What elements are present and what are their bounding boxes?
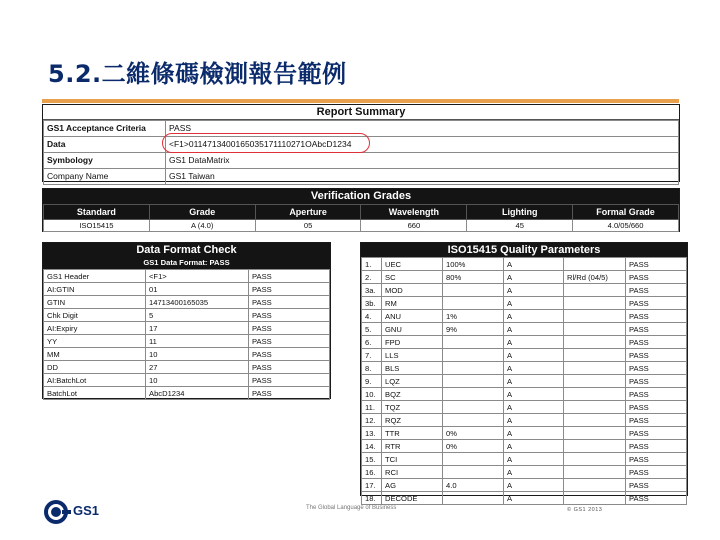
data-highlight-circle xyxy=(162,133,370,153)
data-format-table xyxy=(43,269,330,400)
format-row xyxy=(44,270,330,283)
quality-cell: PASS xyxy=(626,440,687,453)
quality-cell: PASS xyxy=(626,414,687,427)
quality-row xyxy=(362,310,687,323)
quality-cell: MOD xyxy=(382,284,443,297)
quality-parameters-panel xyxy=(360,242,688,503)
quality-cell: A xyxy=(504,310,564,323)
format-cell: GS1 Header xyxy=(44,270,146,283)
quality-cell: LLS xyxy=(382,349,443,362)
format-cell: GTIN xyxy=(44,296,146,309)
quality-cell: A xyxy=(504,349,564,362)
quality-row xyxy=(362,440,687,453)
quality-cell xyxy=(443,388,504,401)
data-format-subheading: GS1 Data Format: PASS xyxy=(43,257,330,269)
grades-column-header: Wavelength xyxy=(361,205,467,220)
quality-cell xyxy=(443,466,504,479)
quality-cell: AG xyxy=(382,479,443,492)
quality-cell: A xyxy=(504,453,564,466)
quality-cell: A xyxy=(504,427,564,440)
format-row xyxy=(44,283,330,296)
grades-cell: 45 xyxy=(467,220,573,232)
format-row xyxy=(44,296,330,309)
quality-cell: A xyxy=(504,284,564,297)
grades-column-header: Lighting xyxy=(467,205,573,220)
quality-cell xyxy=(443,414,504,427)
quality-cell: 0% xyxy=(443,427,504,440)
quality-cell: 0% xyxy=(443,440,504,453)
format-cell: 17 xyxy=(146,322,249,335)
quality-cell xyxy=(443,362,504,375)
quality-cell: 11. xyxy=(362,401,382,414)
quality-cell xyxy=(443,297,504,310)
summary-row xyxy=(44,169,679,185)
gs1-logo-text: GS1 xyxy=(73,503,100,518)
summary-value: <F1>0114713400165035171110271OAbcD1234 xyxy=(166,137,679,153)
slide-title: 5.2.二維條碼檢測報告範例 xyxy=(48,60,347,88)
quality-cell: FPD xyxy=(382,336,443,349)
format-row xyxy=(44,335,330,348)
quality-cell xyxy=(564,375,626,388)
quality-cell: SC xyxy=(382,271,443,284)
quality-cell: 3a. xyxy=(362,284,382,297)
quality-cell: 7. xyxy=(362,349,382,362)
quality-cell: PASS xyxy=(626,401,687,414)
quality-row xyxy=(362,453,687,466)
quality-cell: 17. xyxy=(362,479,382,492)
quality-cell: 2. xyxy=(362,271,382,284)
quality-row xyxy=(362,375,687,388)
quality-cell: PASS xyxy=(626,453,687,466)
verification-grades-heading: Verification Grades xyxy=(43,189,679,204)
quality-row xyxy=(362,297,687,310)
quality-cell: 14. xyxy=(362,440,382,453)
quality-cell: PASS xyxy=(626,323,687,336)
quality-cell: PASS xyxy=(626,258,687,271)
format-cell: PASS xyxy=(249,270,330,283)
quality-cell: 4.0 xyxy=(443,479,504,492)
data-format-check-heading: Data Format Check xyxy=(43,243,330,257)
footer-copyright: © GS1 2013 xyxy=(567,507,603,513)
quality-cell xyxy=(443,375,504,388)
quality-parameters-table xyxy=(361,257,687,505)
quality-cell: RQZ xyxy=(382,414,443,427)
quality-parameters-heading: ISO15415 Quality Parameters xyxy=(361,243,687,257)
format-cell: <F1> xyxy=(146,270,249,283)
format-cell: 01 xyxy=(146,283,249,296)
quality-cell: PASS xyxy=(626,310,687,323)
quality-cell: PASS xyxy=(626,492,687,505)
quality-cell: GNU xyxy=(382,323,443,336)
quality-cell: PASS xyxy=(626,297,687,310)
quality-cell xyxy=(564,492,626,505)
grades-column-header: Formal Grade xyxy=(573,205,679,220)
quality-cell: A xyxy=(504,271,564,284)
summary-label: Data xyxy=(44,137,166,153)
quality-cell: PASS xyxy=(626,479,687,492)
gs1-logo-icon xyxy=(42,498,72,526)
format-cell: PASS xyxy=(249,387,330,400)
quality-cell xyxy=(564,414,626,427)
quality-row xyxy=(362,388,687,401)
quality-cell: A xyxy=(504,414,564,427)
format-cell: YY xyxy=(44,335,146,348)
format-cell: PASS xyxy=(249,374,330,387)
quality-cell: 6. xyxy=(362,336,382,349)
quality-cell: 15. xyxy=(362,453,382,466)
quality-cell xyxy=(564,388,626,401)
format-cell: MM xyxy=(44,348,146,361)
quality-cell: TTR xyxy=(382,427,443,440)
grades-cell: ISO15415 xyxy=(44,220,150,232)
quality-cell xyxy=(564,440,626,453)
summary-label: Company Name xyxy=(44,169,166,185)
summary-label: GS1 Acceptance Criteria xyxy=(44,121,166,137)
quality-cell: A xyxy=(504,323,564,336)
format-cell: AbcD1234 xyxy=(146,387,249,400)
grades-cell: 660 xyxy=(361,220,467,232)
grades-column-header: Grade xyxy=(149,205,255,220)
quality-cell: BLS xyxy=(382,362,443,375)
quality-cell: TQZ xyxy=(382,401,443,414)
quality-cell: PASS xyxy=(626,271,687,284)
quality-cell: A xyxy=(504,375,564,388)
quality-cell xyxy=(443,492,504,505)
quality-row xyxy=(362,349,687,362)
format-cell: Chk Digit xyxy=(44,309,146,322)
quality-row xyxy=(362,323,687,336)
quality-cell: 16. xyxy=(362,466,382,479)
format-row xyxy=(44,374,330,387)
quality-cell: A xyxy=(504,440,564,453)
footer-tagline: The Global Language of Business xyxy=(306,505,397,511)
quality-cell: UEC xyxy=(382,258,443,271)
quality-cell: 12. xyxy=(362,414,382,427)
quality-row xyxy=(362,414,687,427)
quality-row xyxy=(362,284,687,297)
quality-cell: ANU xyxy=(382,310,443,323)
quality-cell xyxy=(564,362,626,375)
format-cell: PASS xyxy=(249,296,330,309)
quality-row xyxy=(362,492,687,505)
quality-row xyxy=(362,271,687,284)
quality-cell xyxy=(564,297,626,310)
format-row xyxy=(44,322,330,335)
format-cell: 11 xyxy=(146,335,249,348)
quality-cell: 80% xyxy=(443,271,504,284)
quality-row xyxy=(362,336,687,349)
quality-cell: BQZ xyxy=(382,388,443,401)
quality-cell: PASS xyxy=(626,362,687,375)
grades-column-header: Aperture xyxy=(255,205,361,220)
format-cell: PASS xyxy=(249,283,330,296)
quality-cell: A xyxy=(504,336,564,349)
quality-cell xyxy=(564,336,626,349)
format-cell: PASS xyxy=(249,335,330,348)
format-row xyxy=(44,309,330,322)
data-format-check-panel xyxy=(42,242,331,399)
quality-cell xyxy=(564,401,626,414)
format-cell: PASS xyxy=(249,322,330,335)
format-row xyxy=(44,348,330,361)
quality-row xyxy=(362,401,687,414)
quality-cell: 8. xyxy=(362,362,382,375)
quality-cell: PASS xyxy=(626,375,687,388)
quality-cell: A xyxy=(504,258,564,271)
format-cell: AI:GTIN xyxy=(44,283,146,296)
quality-cell xyxy=(564,479,626,492)
grades-cell: A (4.0) xyxy=(149,220,255,232)
report-summary-heading: Report Summary xyxy=(43,105,679,120)
quality-cell: LQZ xyxy=(382,375,443,388)
quality-cell: 3b. xyxy=(362,297,382,310)
quality-cell: PASS xyxy=(626,466,687,479)
quality-row xyxy=(362,466,687,479)
quality-cell: A xyxy=(504,492,564,505)
quality-row xyxy=(362,427,687,440)
format-cell: PASS xyxy=(249,348,330,361)
quality-cell: PASS xyxy=(626,349,687,362)
quality-cell: 9% xyxy=(443,323,504,336)
quality-row xyxy=(362,362,687,375)
format-cell: 10 xyxy=(146,348,249,361)
quality-cell xyxy=(443,284,504,297)
quality-cell: A xyxy=(504,401,564,414)
quality-cell: 5. xyxy=(362,323,382,336)
quality-cell: 10. xyxy=(362,388,382,401)
format-cell: 14713400165035 xyxy=(146,296,249,309)
quality-cell xyxy=(564,349,626,362)
quality-cell: DECODE xyxy=(382,492,443,505)
quality-cell: 4. xyxy=(362,310,382,323)
format-cell: DD xyxy=(44,361,146,374)
quality-cell: PASS xyxy=(626,284,687,297)
quality-row xyxy=(362,479,687,492)
quality-cell: 100% xyxy=(443,258,504,271)
quality-cell: A xyxy=(504,388,564,401)
format-cell: BatchLot xyxy=(44,387,146,400)
summary-value: GS1 Taiwan xyxy=(166,169,679,185)
quality-cell: 1. xyxy=(362,258,382,271)
quality-cell: PASS xyxy=(626,427,687,440)
summary-value: PASS xyxy=(166,121,679,137)
format-cell: AI:BatchLot xyxy=(44,374,146,387)
format-cell: 5 xyxy=(146,309,249,322)
format-cell: 10 xyxy=(146,374,249,387)
format-cell: 27 xyxy=(146,361,249,374)
quality-cell: RCI xyxy=(382,466,443,479)
verification-grades-table xyxy=(43,204,679,232)
quality-row xyxy=(362,258,687,271)
grades-cell: 05 xyxy=(255,220,361,232)
quality-cell: RTR xyxy=(382,440,443,453)
grades-column-header: Standard xyxy=(44,205,150,220)
quality-cell xyxy=(564,427,626,440)
summary-row xyxy=(44,153,679,169)
format-cell: PASS xyxy=(249,361,330,374)
quality-cell: PASS xyxy=(626,388,687,401)
quality-cell: 18. xyxy=(362,492,382,505)
corner-decoration xyxy=(0,0,720,50)
quality-cell: Rl/Rd (04/5) xyxy=(564,271,626,284)
verification-grades-panel xyxy=(42,188,680,232)
quality-cell xyxy=(564,284,626,297)
top-divider xyxy=(42,99,679,103)
grades-cell: 4.0/05/660 xyxy=(573,220,679,232)
quality-cell: A xyxy=(504,466,564,479)
quality-cell xyxy=(443,401,504,414)
quality-cell xyxy=(564,453,626,466)
quality-cell xyxy=(443,336,504,349)
quality-cell xyxy=(564,323,626,336)
format-row xyxy=(44,387,330,400)
summary-label: Symbology xyxy=(44,153,166,169)
quality-cell xyxy=(564,466,626,479)
quality-cell xyxy=(564,258,626,271)
quality-cell xyxy=(443,453,504,466)
quality-cell: 9. xyxy=(362,375,382,388)
quality-cell: 13. xyxy=(362,427,382,440)
format-row xyxy=(44,361,330,374)
quality-cell xyxy=(443,349,504,362)
quality-cell: RM xyxy=(382,297,443,310)
quality-cell xyxy=(564,310,626,323)
quality-cell: A xyxy=(504,297,564,310)
summary-value: GS1 DataMatrix xyxy=(166,153,679,169)
quality-cell: A xyxy=(504,362,564,375)
quality-cell: 1% xyxy=(443,310,504,323)
quality-cell: TCI xyxy=(382,453,443,466)
quality-cell: A xyxy=(504,479,564,492)
format-cell: PASS xyxy=(249,309,330,322)
quality-cell: PASS xyxy=(626,336,687,349)
format-cell: AI:Expiry xyxy=(44,322,146,335)
